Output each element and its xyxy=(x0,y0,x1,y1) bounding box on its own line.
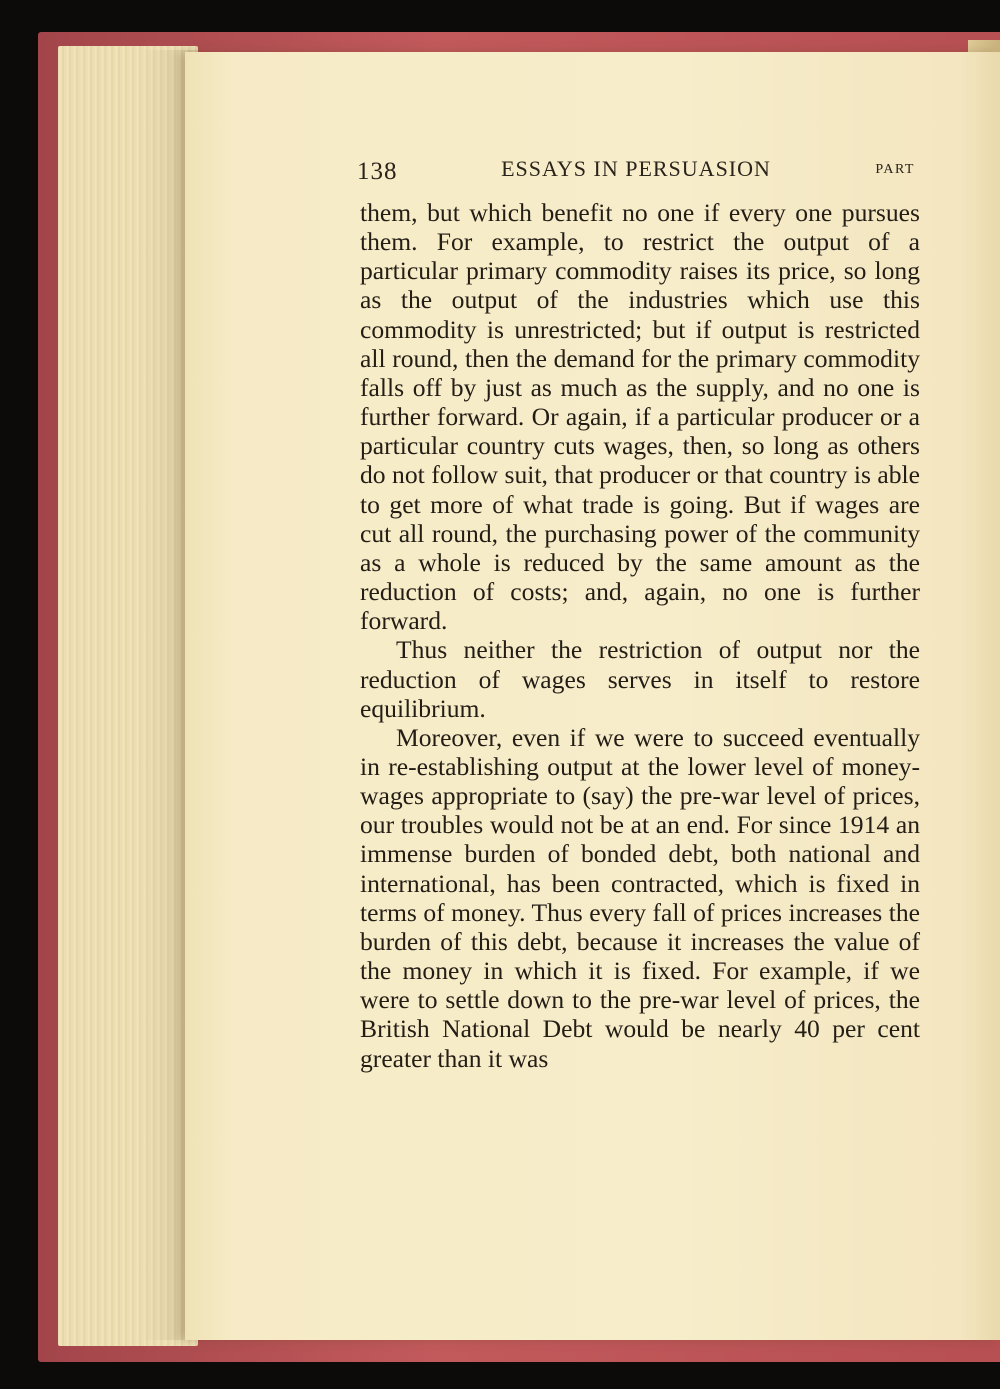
body-text xyxy=(360,198,920,1073)
paragraph: them, but which benefit no one if every one pursues them. For example, to restrict the output of a particular primary commodity raises its price, so long as the output of the industries which use this commodity is unrestricted; but if output is restricted all round, then the demand for the primary commodity falls off by just as much as the supply, and no one is further forward. Or again, if a particular producer or a particular country cuts wages, then, so long as others do not follow suit, that producer or that country is able to get more of what trade is going. But if wages are cut all round, the purchasing power of the community as a whole is reduced by the same amount as the reduction of costs; and, again, no one is further forward. xyxy=(360,198,920,636)
page-number: 138 xyxy=(357,158,398,185)
section-mark: PART xyxy=(875,162,915,177)
page-header xyxy=(355,152,917,186)
paragraph: Moreover, even if we were to succeed eventually in re-establishing output at the lower level of money-wages appropriate to (say) the pre-war level of prices, our troubles would not be at an end. For since 1914 an immense burden of bonded debt, both national and international, has been contracted, which is fixed in terms of money. Thus every fall of prices increases the burden of this debt, because it increases the value of the money in which it is fixed. For example, if we were to settle down to the pre-war level of prices, the British National Debt would be nearly 40 per cent greater than it was xyxy=(360,722,920,1073)
paragraph: Thus neither the restriction of output nor the reduction of wages serves in itself to restore equilibrium. xyxy=(360,635,920,723)
running-title: ESSAYS IN PERSUASION xyxy=(501,156,771,181)
